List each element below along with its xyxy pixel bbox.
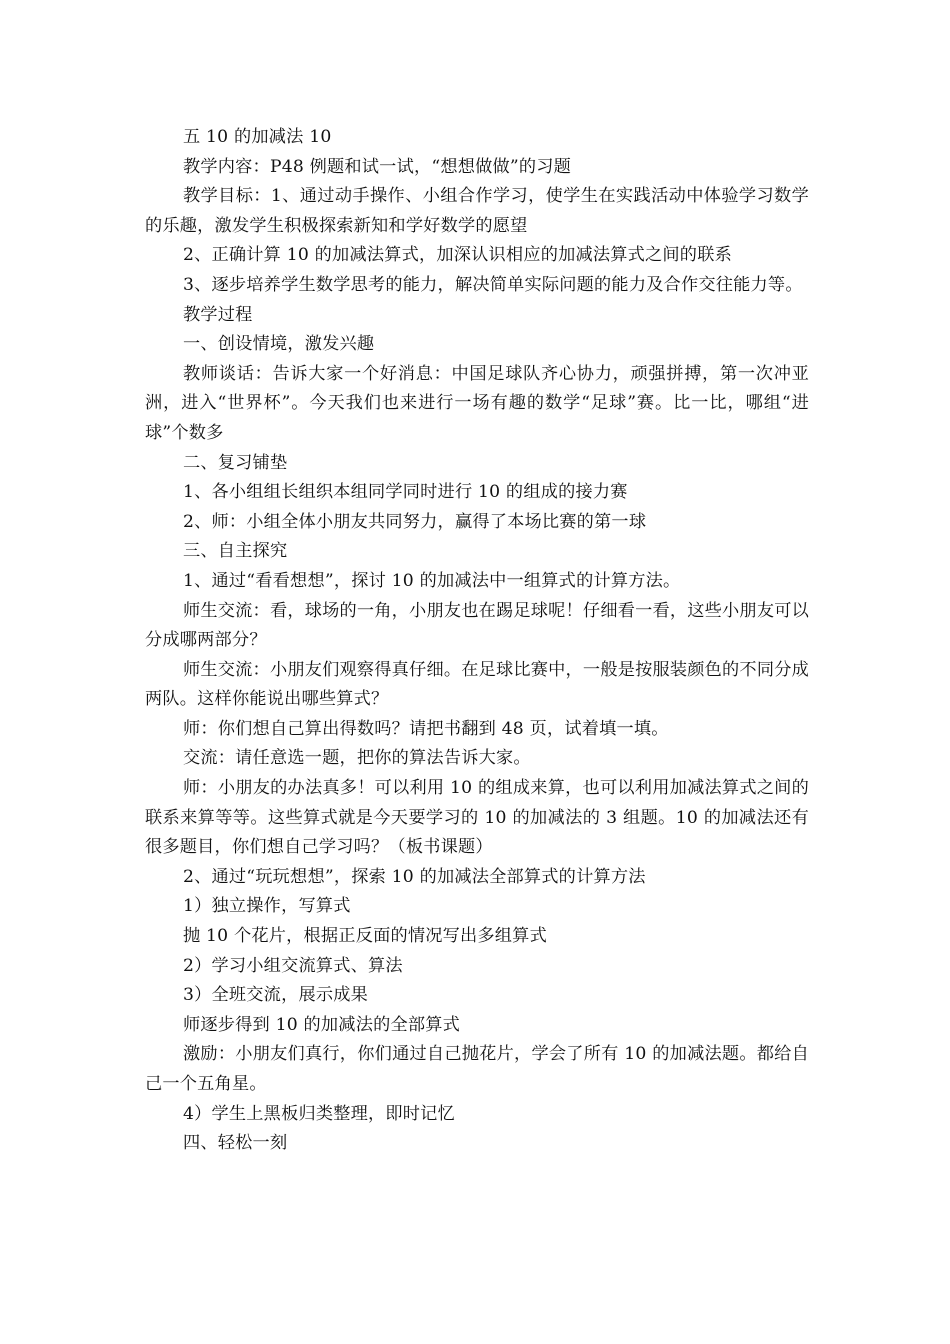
paragraph: 交流：请任意选一题，把你的算法告诉大家。 xyxy=(183,748,531,769)
paragraph: 师逐步得到 10 的加减法的全部算式 xyxy=(183,1014,461,1035)
doc-title: 五 10 的加减法 10 xyxy=(183,127,332,147)
paragraph: 4）学生上黑板归类整理，即时记忆 xyxy=(183,1103,455,1124)
teaching-goal-3: 3、逐步培养学生数学思考的能力，解决简单实际问题的能力及合作交往能力等。 xyxy=(183,274,803,295)
section-heading-3: 三、自主探究 xyxy=(183,541,288,562)
paragraph: 2、通过“玩玩想想”，探索 10 的加减法全部算式的计算方法 xyxy=(183,866,646,887)
paragraph: 1、各小组组长组织本组同学同时进行 10 的组成的接力赛 xyxy=(183,482,628,503)
paragraph: 师：你们想自己算出得数吗？请把书翻到 48 页，试着填一填。 xyxy=(183,718,669,739)
paragraph: 2、师：小组全体小朋友共同努力，赢得了本场比赛的第一球 xyxy=(183,511,647,532)
paragraph: 3）全班交流，展示成果 xyxy=(183,985,369,1006)
paragraph: 1、通过“看看想想”，探讨 10 的加减法中一组算式的计算方法。 xyxy=(183,570,681,591)
paragraph: 1）独立操作，写算式 xyxy=(183,896,351,917)
paragraph: 师：小朋友的办法真多！可以利用 10 的组成来算，也可以利用加减法算式之间的联系来算等等。这些算式就是今天要学习的 10 的加减法的 3 组题。10 的加减法还有很多题目，你们想自己学习吗？（板书课题） xyxy=(145,778,809,858)
teaching-goal-1: 教学目标：1、通过动手操作、小组合作学习，使学生在实践活动中体验学习数学的乐趣，激发学生积极探索新知和学好数学的愿望 xyxy=(145,186,809,236)
paragraph: 教师谈话：告诉大家一个好消息：中国足球队齐心协力，顽强拼搏，第一次冲亚洲，进入“世界杯”。今天我们也来进行一场有趣的数学“足球”赛。比一比，哪组“进球”个数多 xyxy=(145,363,809,443)
document-body xyxy=(145,123,809,1159)
paragraph: 2）学习小组交流算式、算法 xyxy=(183,955,403,976)
paragraph: 激励：小朋友们真行，你们通过自己抛花片，学会了所有 10 的加减法题。都给自己一个五角星。 xyxy=(145,1044,809,1094)
teaching-goal-2: 2、正确计算 10 的加减法算式，加深认识相应的加减法算式之间的联系 xyxy=(183,245,732,266)
section-heading-1: 一、创设情境，激发兴趣 xyxy=(183,334,375,355)
section-heading-4: 四、轻松一刻 xyxy=(183,1133,288,1154)
paragraph: 抛 10 个花片，根据正反面的情况写出多组算式 xyxy=(183,926,547,947)
paragraph: 师生交流：小朋友们观察得真仔细。在足球比赛中，一般是按服装颜色的不同分成两队。这样你能说出哪些算式？ xyxy=(145,659,809,710)
paragraph: 师生交流：看，球场的一角，小朋友也在踢足球呢！仔细看一看，这些小朋友可以分成哪两部分？ xyxy=(145,600,809,651)
section-heading-2: 二、复习铺垫 xyxy=(183,452,288,473)
section-heading-process: 教学过程 xyxy=(183,304,253,325)
teaching-content: 教学内容：P48 例题和试一试，“想想做做”的习题 xyxy=(183,156,572,177)
